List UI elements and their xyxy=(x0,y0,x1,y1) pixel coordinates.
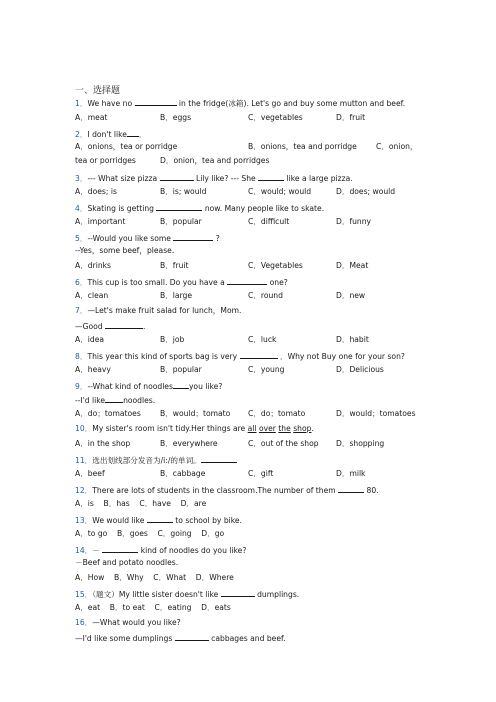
question-9 xyxy=(75,380,222,392)
answer-blank xyxy=(227,276,267,285)
option: D．fruit xyxy=(336,113,366,122)
question-text: . xyxy=(311,424,314,433)
question-5 xyxy=(75,232,220,244)
option: A．idea xyxy=(75,335,105,344)
question-7-reply xyxy=(75,320,145,332)
answer-blank xyxy=(105,320,146,331)
question-text: I don't like xyxy=(87,130,127,139)
question-number: 5． xyxy=(75,234,88,243)
question-3 xyxy=(75,172,353,184)
option: C．gift xyxy=(248,469,274,478)
question-text: 选出划线部分发音为/i:/的单词。 xyxy=(92,456,201,465)
option: A．drinks xyxy=(75,261,112,270)
option: D．funny xyxy=(336,217,372,226)
option: A．heavy xyxy=(75,365,111,374)
question-14 xyxy=(75,544,246,556)
underlined-word: all xyxy=(247,424,257,433)
option: B．large xyxy=(160,291,193,300)
option: D．does; would xyxy=(336,187,396,196)
option: A．does; is xyxy=(75,187,117,196)
option: D．shopping xyxy=(336,439,385,448)
question-text: now. Many people like to skate. xyxy=(202,204,325,213)
question-text: --What kind of noodles xyxy=(87,382,173,391)
answer-blank xyxy=(201,454,237,463)
option: D．new xyxy=(336,291,366,300)
option: C．round xyxy=(248,291,283,300)
option: D．onion，tea and porridges xyxy=(160,156,270,165)
question-text: dumplings. xyxy=(254,590,300,599)
question-12 xyxy=(75,484,379,496)
question-6 xyxy=(75,276,288,288)
option: D．would；tomatoes xyxy=(336,409,416,418)
option: D．milk xyxy=(336,469,366,478)
question-text: ．Why not Buy one for your son? xyxy=(277,352,405,361)
question-number: 9． xyxy=(75,382,88,391)
question-16 xyxy=(75,618,181,628)
option: C．Vegetables xyxy=(248,261,303,270)
answer-blank xyxy=(221,588,255,597)
question-15 xyxy=(75,588,299,600)
question-text: Lily like? --- She xyxy=(193,174,259,183)
question-text: one? xyxy=(267,278,288,287)
question-7 xyxy=(75,306,241,316)
question-text: kind of noodles do you like? xyxy=(138,546,247,555)
question-text: noodles. xyxy=(123,396,156,405)
option: A．in the shop xyxy=(75,439,131,448)
answer-blank xyxy=(105,394,123,403)
question-number: 11． xyxy=(75,456,93,465)
answer-blank xyxy=(240,350,278,359)
option: B．eggs xyxy=(160,113,192,122)
question-text: --I'd like xyxy=(75,396,106,405)
question-number: 13． xyxy=(75,516,93,525)
question-text: . xyxy=(143,322,146,331)
options-row: A．How B．Why C．What D．Where xyxy=(75,573,234,582)
answer-blank xyxy=(160,172,194,181)
question-number: 14． xyxy=(75,546,93,555)
question-14-reply: －Beef and potato noodles. xyxy=(75,558,179,567)
question-16-reply xyxy=(75,632,286,644)
option: B．cabbage xyxy=(160,469,206,478)
underlined-word: shop xyxy=(293,424,312,433)
option: B．popular xyxy=(160,365,202,374)
question-text: --Would you like some xyxy=(87,234,174,243)
option: A．do；tomatoes xyxy=(75,409,141,418)
option: B．would；tomato xyxy=(160,409,231,418)
option: C．out of the shop xyxy=(248,439,319,448)
question-number: 10． xyxy=(75,424,93,433)
question-text: We have no xyxy=(87,99,135,108)
question-10 xyxy=(75,424,314,434)
answer-blank xyxy=(102,544,138,553)
option: C．vegetables xyxy=(248,113,303,122)
question-text: --- What size pizza xyxy=(87,174,160,183)
question-number: 2． xyxy=(75,130,88,139)
question-text: to school by bike. xyxy=(172,516,242,525)
question-text: － xyxy=(92,546,103,555)
question-text: —Let's make fruit salad for lunch，Mom. xyxy=(87,306,242,315)
answer-blank xyxy=(173,232,213,241)
option: B．is; would xyxy=(160,187,207,196)
answer-blank xyxy=(338,484,364,493)
question-5-reply: --Yes，some beef，please. xyxy=(75,246,175,255)
question-text: We would like xyxy=(92,516,147,525)
question-text: This year this kind of sports bag is very xyxy=(87,352,240,361)
option: B．everywhere xyxy=(160,439,218,448)
answer-blank xyxy=(258,172,284,181)
section-title: 一、选择题 xyxy=(75,86,121,96)
question-number: 8． xyxy=(75,352,88,361)
option: A．beef xyxy=(75,469,105,478)
answer-blank xyxy=(127,128,139,137)
option: C．onion， xyxy=(376,142,418,151)
option: D．Meat xyxy=(336,261,369,270)
options-row: A．to go B．goes C．going D．go xyxy=(75,529,225,538)
question-text: you like? xyxy=(188,382,223,391)
option: A．onions，tea or porridge xyxy=(75,142,178,151)
option: A．meat xyxy=(75,113,108,122)
question-text: —Good xyxy=(75,322,106,331)
answer-blank xyxy=(156,202,202,211)
option: A．clean xyxy=(75,291,109,300)
option: C．luck xyxy=(248,335,277,344)
question-text: Skating is getting xyxy=(87,204,157,213)
question-number: 7． xyxy=(75,306,88,315)
option: B．job xyxy=(160,335,185,344)
question-11 xyxy=(75,454,237,466)
option: B．popular xyxy=(160,217,202,226)
question-9-reply xyxy=(75,394,155,406)
question-text: like a large pizza. xyxy=(284,174,353,183)
question-number: 16． xyxy=(75,618,93,627)
options-row: A．is B．has C．have D．are xyxy=(75,499,207,508)
underlined-word: over xyxy=(258,424,276,433)
question-number: 6． xyxy=(75,278,88,287)
answer-blank xyxy=(175,632,209,641)
answer-blank xyxy=(173,380,189,389)
question-text: My sister's room isn't tidy.Her things are xyxy=(92,424,248,433)
underlined-word: the xyxy=(278,424,291,433)
question-number: 3． xyxy=(75,174,88,183)
question-1 xyxy=(75,97,405,109)
question-number: 12． xyxy=(75,486,93,495)
question-text: This cup is too small. Do you have a xyxy=(87,278,228,287)
question-text: cabbages and beef. xyxy=(208,634,286,643)
question-text: 80. xyxy=(364,486,379,495)
question-8 xyxy=(75,350,405,362)
option: C．would; would xyxy=(248,187,312,196)
question-number: 15． xyxy=(75,590,93,599)
question-number: 4． xyxy=(75,204,88,213)
question-text: There are lots of students in the classroom.The number of them xyxy=(92,486,339,495)
answer-blank xyxy=(135,97,177,106)
question-text: （题文）My little sister doesn't like xyxy=(92,590,221,599)
question-text: ? xyxy=(213,234,220,243)
question-text: —What would you like? xyxy=(92,618,181,627)
option: C．young xyxy=(248,365,285,374)
option: tea or porridges xyxy=(75,156,136,165)
option: D．Delicious xyxy=(336,365,384,374)
option: A．important xyxy=(75,217,126,226)
answer-blank xyxy=(147,514,173,523)
option: C．difficult xyxy=(248,217,290,226)
question-13 xyxy=(75,514,242,526)
option: C．do；tomato xyxy=(248,409,306,418)
option: B．onions，tea and porridge xyxy=(248,142,357,151)
question-text: —I'd like some dumplings xyxy=(75,634,175,643)
question-2 xyxy=(75,128,146,140)
question-text: in the fridge(冰箱). Let's go and buy some mutton and beef. xyxy=(176,99,406,108)
option: D．habit xyxy=(336,335,369,344)
question-4 xyxy=(75,202,324,214)
option: B．fruit xyxy=(160,261,189,270)
question-text: ． xyxy=(138,130,147,139)
question-number: 1． xyxy=(75,99,88,108)
options-row: A．eat B．to eat C．eating D．eats xyxy=(75,603,231,612)
